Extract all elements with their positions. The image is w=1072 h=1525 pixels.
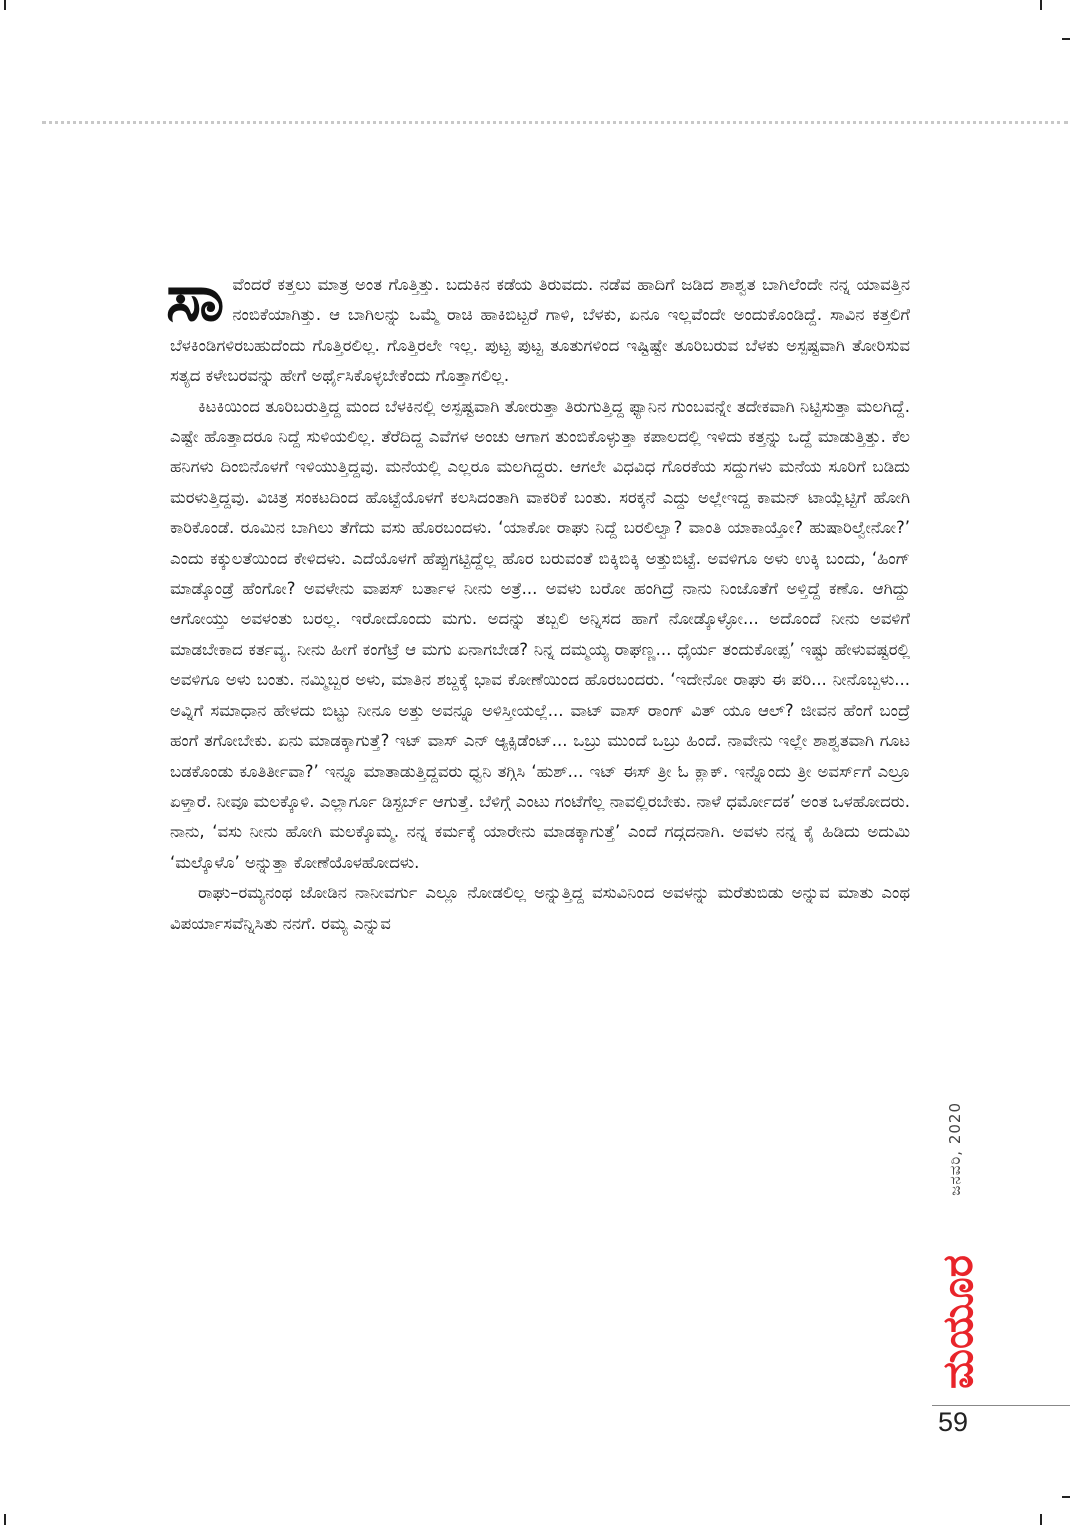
crop-mark-top-left	[4, 0, 6, 10]
paragraph-3: ರಾಘು–ರಮ್ಯನಂಥ ಜೋಡಿನ ನಾನೀವರ್ಗು ಎಲ್ಲೂ ನೋಡಲಿಲ್ಲ ಅನ್ನುತ್ತಿದ್ದ ವಸುವಿನಿಂದ ಅವಳನ್ನು ಮರೆತುಬಿಡು ಅನ್ನುವ ಮಾತು ಎಂಥ ವಿಪರ್ಯಾಸವೆನ್ನಿಸಿತು ನನಗೆ. ರಮ್ಯ ಎನ್ನುವ	[170, 883, 910, 933]
issue-date: ಜನವರಿ, 2020	[946, 1102, 964, 1196]
drop-cap: ಸಾ	[166, 259, 225, 336]
crop-mark-bottom-right	[1040, 1514, 1042, 1525]
page-sidebar	[932, 1102, 984, 1402]
crop-mark-bottom-left	[4, 1514, 6, 1525]
crop-mark-right-upper	[1062, 38, 1070, 40]
header-dotted-rule	[42, 121, 1068, 124]
page-number: 59	[938, 1407, 969, 1437]
crop-mark-right-lower	[1062, 1496, 1070, 1498]
crop-mark-top-right	[1040, 0, 1042, 10]
paragraph-1-text: ವೆಂದರೆ ಕತ್ತಲು ಮಾತ್ರ ಅಂತ ಗೊತ್ತಿತ್ತು. ಬದುಕಿನ ಕಡೆಯ ತಿರುವದು. ನಡೆವ ಹಾದಿಗೆ ಜಡಿದ ಶಾಶ್ವತ ಬಾಗಿಲೆಂದೇ ನನ್ನ ಯಾವತ್ತಿನ ನಂಬಿಕೆಯಾಗಿತ್ತು. ಆ ಬಾಗಿಲನ್ನು ಒಮ್ಮೆ ರಾಚಿ ಹಾಕಿಬಿಟ್ಟರೆ ಗಾಳಿ, ಬೆಳಕು, ಏನೂ ಇಲ್ಲವೆಂದೇ ಅಂದುಕೊಂಡಿದ್ದೆ. ಸಾವಿನ ಕತ್ತಲಿಗೆ ಬೆಳಕಿಂಡಿಗಳಿರಬಹುದೆಂದು ಗೊತ್ತಿರಲಿಲ್ಲ. ಗೊತ್ತಿರಲೇ ಇಲ್ಲ. ಪುಟ್ಟ ಪುಟ್ಟ ತೂತುಗಳಿಂದ ಇಷ್ಟಿಷ್ಟೇ ತೂರಿಬರುವ ಬೆಳಕು ಅಸ್ಪಷ್ಟವಾಗಿ ತೋರಿಸುವ ಸತ್ಯದ ಕಳೇಬರವನ್ನು ಹೇಗೆ ಅರ್ಥೈಸಿಕೊಳ್ಳಬೇಕೆಂದು ಗೊತ್ತಾಗಲಿಲ್ಲ.	[170, 275, 910, 386]
footer-rule	[932, 1405, 1070, 1406]
paragraph-1	[166, 259, 910, 392]
magazine-logo: ಮಯೂರ	[933, 1255, 982, 1389]
article-body	[166, 259, 910, 939]
paragraph-2: ಕಿಟಕಿಯಿಂದ ತೂರಿಬರುತ್ತಿದ್ದ ಮಂದ ಬೆಳಕಿನಲ್ಲಿ ಅಸ್ಪಷ್ಟವಾಗಿ ತೋರುತ್ತಾ ತಿರುಗುತ್ತಿದ್ದ ಫ್ಯಾನಿನ ಗುಂಬವನ್ನೇ ತದೇಕವಾಗಿ ನಿಟ್ಟಿಸುತ್ತಾ ಮಲಗಿದ್ದೆ. ಎಷ್ಟೇ ಹೊತ್ತಾದರೂ ನಿದ್ದೆ ಸುಳಿಯಲಿಲ್ಲ. ತೆರೆದಿದ್ದ ಎವೆಗಳ ಅಂಚು ಆಗಾಗ ತುಂಬಿಕೊಳ್ಳುತ್ತಾ ಕಪಾಲದಲ್ಲಿ ಇಳಿದು ಕತ್ತನ್ನು ಒದ್ದೆ ಮಾಡುತ್ತಿತ್ತು. ಕೆಲ ಹನಿಗಳು ದಿಂಬಿನೊಳಗೆ ಇಳಿಯುತ್ತಿದ್ದವು. ಮನೆಯಲ್ಲಿ ಎಲ್ಲರೂ ಮಲಗಿದ್ದರು. ಆಗಲೇ ವಿಧವಿಧ ಗೊರಕೆಯ ಸದ್ದುಗಳು ಮನೆಯ ಸೂರಿಗೆ ಬಡಿದು ಮರಳುತ್ತಿದ್ದವು. ವಿಚಿತ್ರ ಸಂಕಟದಿಂದ ಹೊಟ್ಟೆಯೊಳಗೆ ಕಲಸಿದಂತಾಗಿ ವಾಕರಿಕೆ ಬಂತು. ಸರಕ್ಕನೆ ಎದ್ದು ಅಲ್ಲೇಇದ್ದ ಕಾಮನ್ ಟಾಯ್ಲೆಟ್ಟಿಗೆ ಹೋಗಿ ಕಾರಿಕೊಂಡೆ. ರೂಮಿನ ಬಾಗಿಲು ತೆಗೆದು ವಸು ಹೊರಬಂದಳು. ‘ಯಾಕೋ ರಾಘು ನಿದ್ದೆ ಬರಲಿಲ್ವಾ? ವಾಂತಿ ಯಾಕಾಯ್ತೋ? ಹುಷಾರಿಲ್ವೇನೋ?’ ಎಂದು ಕಕ್ಕುಲತೆಯಿಂದ ಕೇಳಿದಳು. ಎದೆಯೊಳಗೆ ಹೆಪ್ಪುಗಟ್ಟಿದ್ದೆಲ್ಲ ಹೊರ ಬರುವಂತೆ ಬಿಕ್ಕಿಬಿಕ್ಕಿ ಅತ್ತುಬಿಟ್ಟೆ. ಅವಳಿಗೂ ಅಳು ಉಕ್ಕಿ ಬಂದು, ‘ಹಿಂಗ್ ಮಾಡ್ಕೊಂಡ್ರೆ ಹೆಂಗೋ? ಅವಳೇನು ವಾಪಸ್ ಬರ್ತಾಳ ನೀನು ಅತ್ರೆ... ಅವಳು ಬರೋ ಹಂಗಿದ್ರೆ ನಾನು ನಿಂಜೊತೆಗೆ ಅಳ್ತಿದ್ದೆ ಕಣೊ. ಆಗಿದ್ದು ಆಗೋಯ್ತು ಅವಳಂತು ಬರಲ್ಲ. ಇರೋದೊಂದು ಮಗು. ಅದನ್ನು ತಬ್ಬಲಿ ಅನ್ನಿಸದ ಹಾಗೆ ನೋಡ್ಕೊಳ್ಳೋ... ಅದೊಂದೆ ನೀನು ಅವಳಿಗೆ ಮಾಡಬೇಕಾದ ಕರ್ತವ್ಯ. ನೀನು ಹೀಗೆ ಕಂಗೆಟ್ರೆ ಆ ಮಗು ಏನಾಗಬೇಡ? ನಿನ್ನ ದಮ್ಮಯ್ಯ ರಾಘಣ್ಣ... ಧೈರ್ಯ ತಂದುಕೋಪ್ಪ’ ಇಷ್ಟು ಹೇಳುವಷ್ಟರಲ್ಲಿ ಅವಳಿಗೂ ಅಳು ಬಂತು. ನಮ್ಮಿಬ್ಬರ ಅಳು, ಮಾತಿನ ಶಬ್ದಕ್ಕೆ ಭಾವ ಕೋಣೆಯಿಂದ ಹೊರಬಂದರು. ‘ಇದೇನೋ ರಾಘು ಈ ಪರಿ... ನೀನೊಬ್ಬಳು... ಅವ್ನಿಗೆ ಸಮಾಧಾನ ಹೇಳದು ಬಿಟ್ಟು ನೀನೂ ಅತ್ತು ಅವನ್ನೂ ಅಳಿಸ್ತೀಯಲ್ಲೆ... ವಾಟ್ ವಾಸ್ ರಾಂಗ್ ವಿತ್ ಯೂ ಆಲ್? ಜೀವನ ಹೆಂಗೆ ಬಂದ್ರೆ ಹಂಗೆ ತಗೋಬೇಕು. ಏನು ಮಾಡಕ್ಕಾಗುತ್ತೆ? ಇಟ್ ವಾಸ್ ಎನ್ ಆ್ಯಕ್ಸಿಡೆಂಟ್... ಒಬ್ರು ಮುಂದೆ ಒಬ್ರು ಹಿಂದೆ. ನಾವೇನು ಇಲ್ಲೇ ಶಾಶ್ವತವಾಗಿ ಗೂಟ ಬಡಕೊಂಡು ಕೂತಿರ್ತೀವಾ?’ ಇನ್ನೂ ಮಾತಾಡುತ್ತಿದ್ದವರು ಧ್ವನಿ ತಗ್ಗಿಸಿ ‘ಹುಶ್... ಇಟ್ ಈಸ್ ತ್ರೀ ಓ ಕ್ಲಾಕ್. ಇನ್ನೊಂದು ತ್ರೀ ಅವರ್ಸ್‌ಗೆ ಎಲ್ರೂ ಏಳ್ತಾರೆ. ನೀವೂ ಮಲಕ್ಕೊಳಿ. ಎಲ್ಲಾರ್ಗೂ ಡಿಸ್ಟರ್ಬ್ ಆಗುತ್ತೆ. ಬೆಳಿಗ್ಗೆ ಎಂಟು ಗಂಟೆಗೆಲ್ಲ ನಾವಲ್ಲಿರಬೇಕು. ನಾಳೆ ಧರ್ಮೋದಕ’ ಅಂತ ಒಳಹೋದರು. ನಾನು, ‘ವಸು ನೀನು ಹೋಗಿ ಮಲಕ್ಕೊಮ್ಮ. ನನ್ನ ಕರ್ಮಕ್ಕೆ ಯಾರೇನು ಮಾಡಕ್ಕಾಗುತ್ತೆ’ ಎಂದೆ ಗದ್ಗದನಾಗಿ. ಅವಳು ನನ್ನ ಕೈ ಹಿಡಿದು ಅದುಮಿ ‘ಮಲ್ಕೊಳೊ’ ಅನ್ನುತ್ತಾ ಕೋಣೆಯೊಳಹೋದಳು.	[170, 396, 910, 872]
